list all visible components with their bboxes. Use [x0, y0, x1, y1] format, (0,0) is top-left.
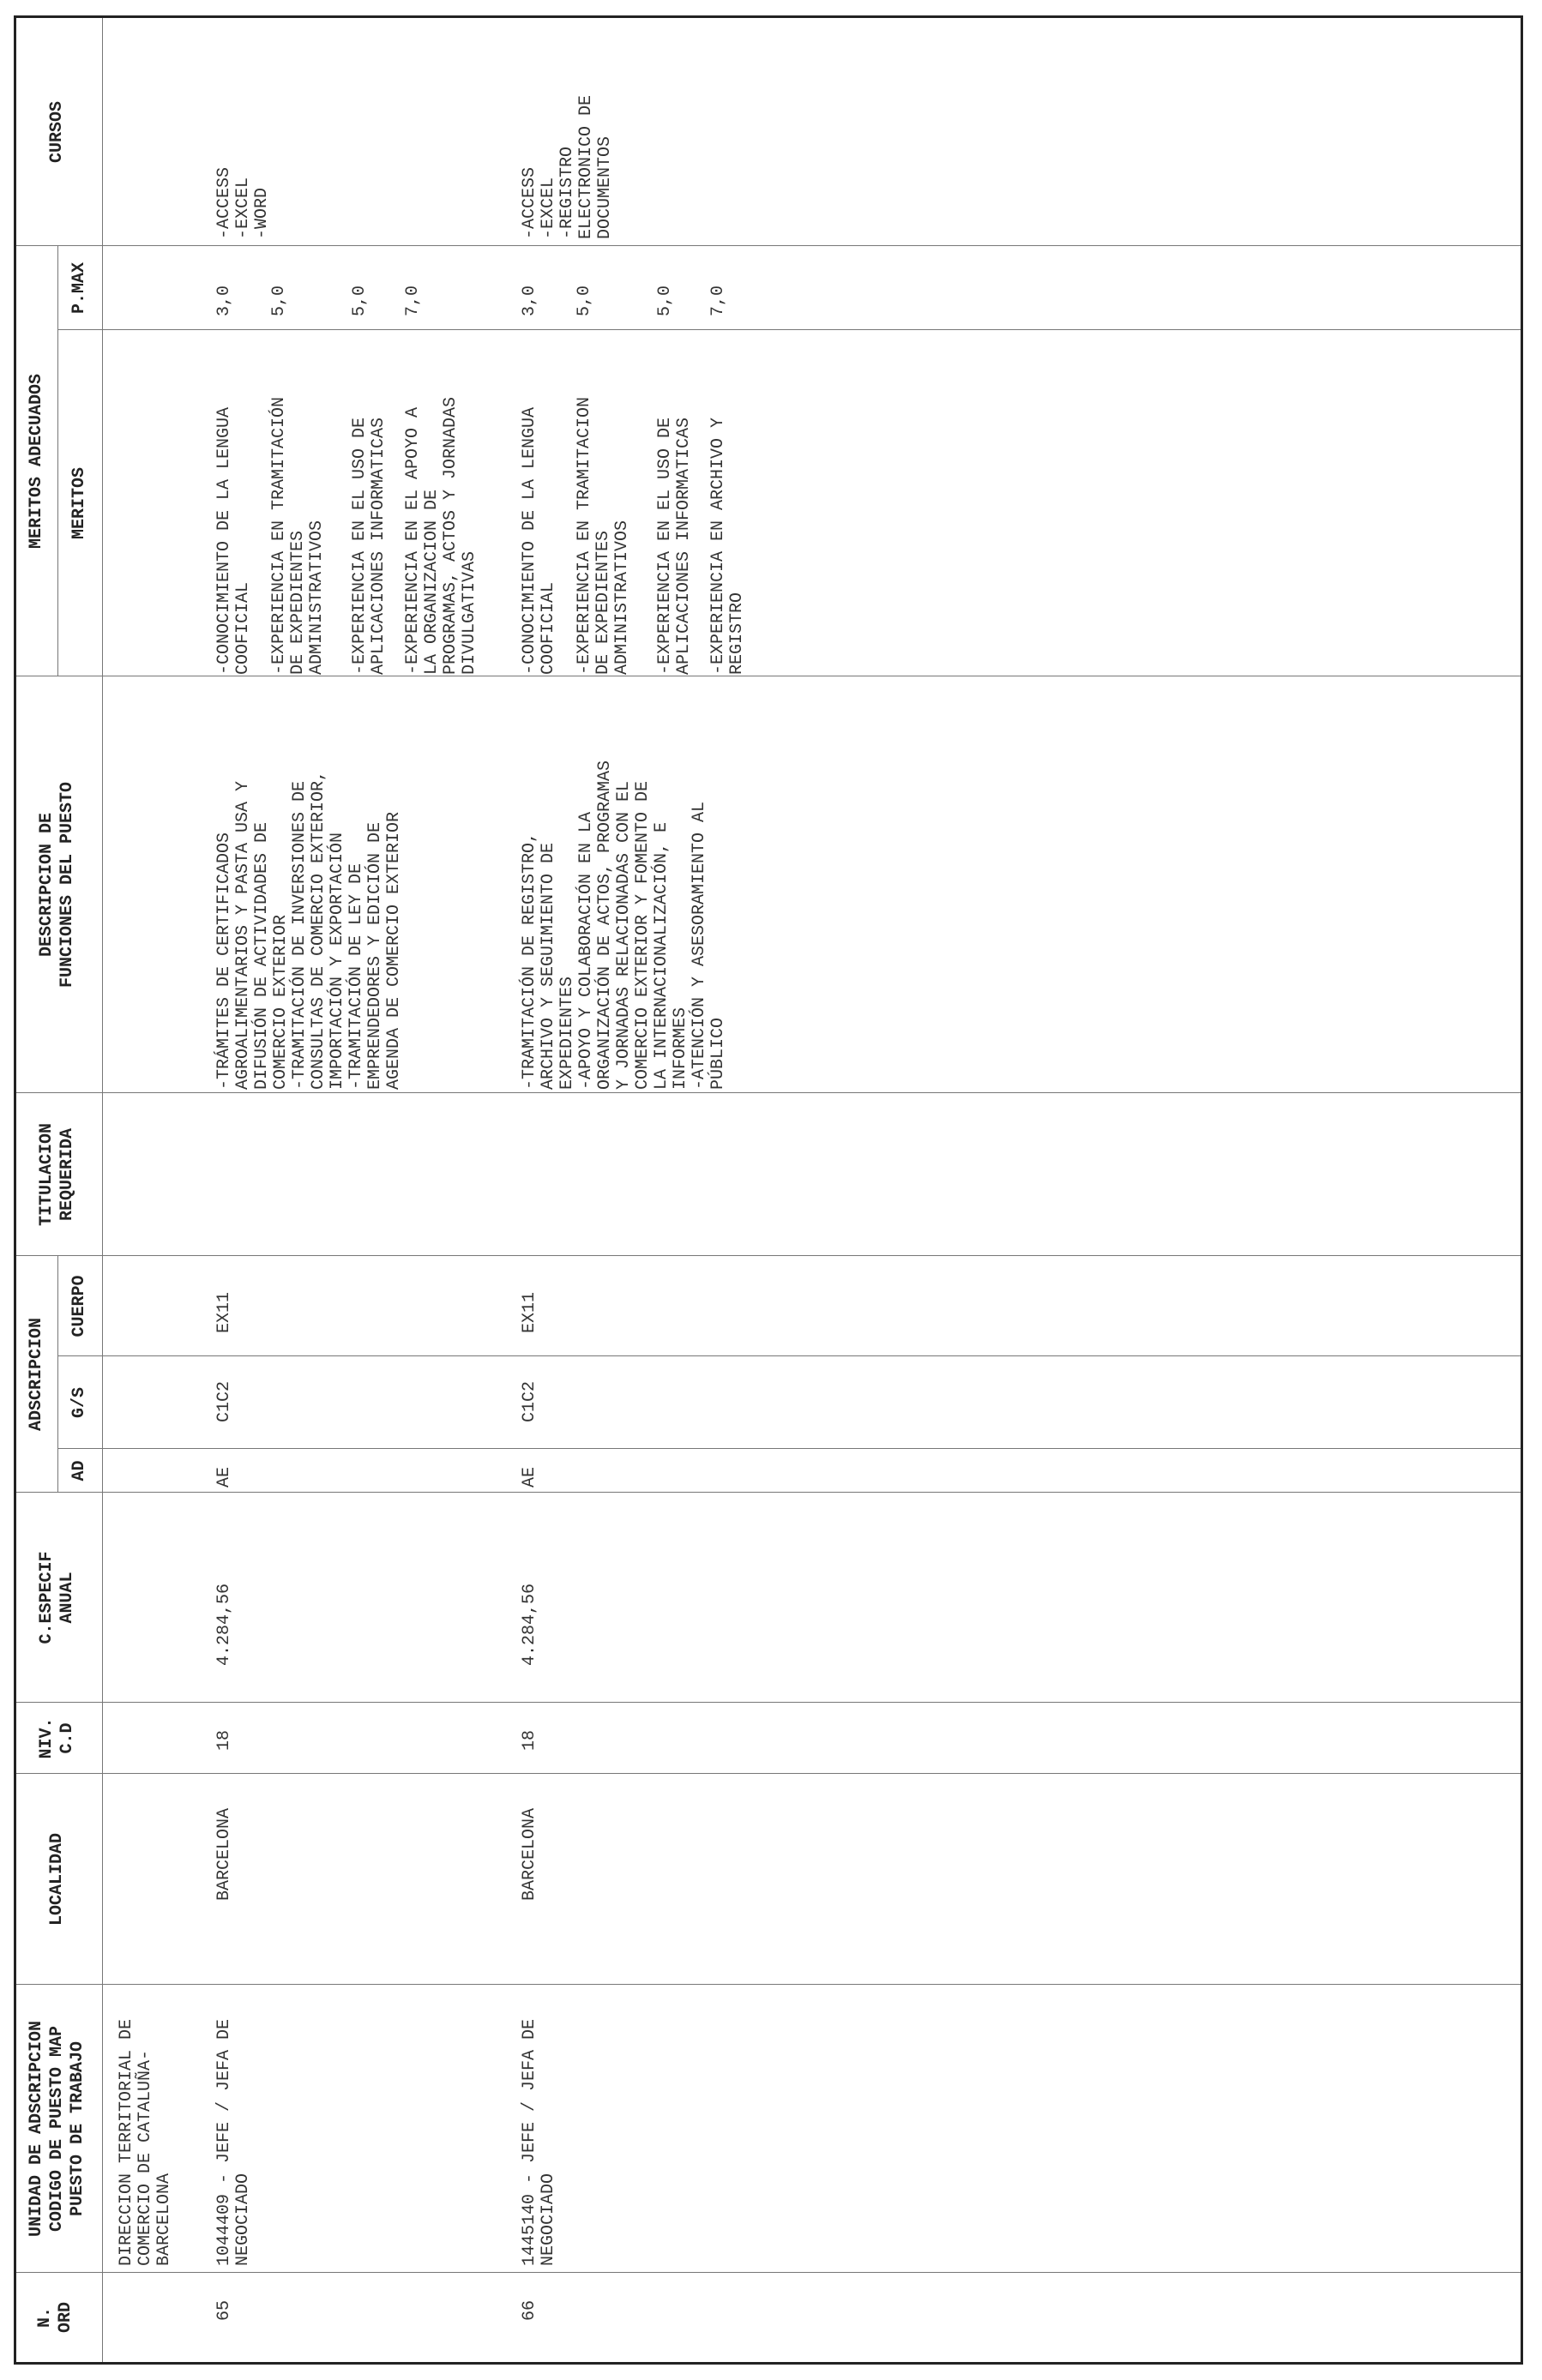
header-niv: NIV. C.D — [37, 1717, 77, 1759]
puntuacion-max: 5,0 — [655, 285, 675, 316]
rpt-table — [14, 15, 1523, 2365]
header-cursos: CURSOS — [47, 101, 67, 164]
descripcion-funciones: -TRÁMITES DE CERTIFICADOS AGROALIMENTARIOS Y PASTA USA Y DIFUSIÓN DE ACTIVIDADES DE COMERCIO EXTERIOR -TRAMITACIÓN DE INVERSIONES DE CONSULTAS DE COMERCIO EXTERIOR, IMPORTACIÓN Y EXPORTACIÓN -TRAMITACIÓN DE LEY DE EMPRENDEDORES Y EDICIÓN DE AGENDA DE COMERCIO EXTERIOR — [214, 770, 404, 1090]
merito: -EXPERIENCIA EN EL USO DE APLICACIONES INFORMATICAS — [350, 417, 389, 675]
puntuacion-max: 3,0 — [214, 285, 234, 316]
puesto-code: 1044409 - JEFE / JEFA DE NEGOCIADO — [214, 2018, 253, 2266]
adscripcion-gs: C1C2 — [214, 1380, 234, 1422]
puntuacion-max: 5,0 — [575, 285, 594, 316]
header-ad: AD — [69, 1460, 89, 1481]
puntuacion-max: 3,0 — [520, 285, 539, 316]
header-adscripcion: ADSCRIPCION — [27, 1317, 46, 1432]
merito: -EXPERIENCIA EN ARCHIVO Y REGISTRO — [708, 417, 747, 675]
localidad: BARCELONA — [520, 1807, 539, 1901]
header-gs: G/S — [69, 1387, 89, 1419]
unidad-heading: DIRECCION TERRITORIAL DE COMERCIO DE CATALUÑA- BARCELONA — [117, 2018, 174, 2266]
header-n-ord: N. ORD — [35, 2302, 75, 2334]
cursos: -ACCESS -EXCEL -WORD — [214, 166, 272, 239]
merito: -CONOCIMIENTO DE LA LENGUA COOFICIAL — [520, 406, 558, 675]
adscripcion-gs: C1C2 — [520, 1380, 539, 1422]
adscripcion-cuerpo: EX11 — [520, 1291, 539, 1333]
adscripcion-ad: AE — [520, 1466, 539, 1488]
merito: -EXPERIENCIA EN EL USO DE APLICACIONES INFORMATICAS — [655, 417, 694, 675]
header-pmax: P.MAX — [69, 262, 89, 315]
header-meritos-adecuados: MERITOS ADECUADOS — [27, 373, 46, 550]
header-descripcion: DESCRIPCION DE FUNCIONES DEL PUESTO — [37, 781, 77, 989]
header-unidad: UNIDAD DE ADSCRIPCION CODIGO DE PUESTO MAP PUESTO DE TRABAJO — [27, 2020, 87, 2238]
header-cuerpo: CUERPO — [69, 1275, 89, 1337]
descripcion-funciones: -TRAMITACIÓN DE REGISTRO, ARCHIVO Y SEGUIMIENTO DE EXPEDIENTES -APOYO Y COLABORACIÓN EN LA ORGANIZACIÓN DE ACTOS, PROGRAMAS Y JORNADAS RELACIONADAS CON EL COMERCIO EXTERIOR Y FOMENTO DE LA INTERNACIONALIZACIÓN, E INFORMES -ATENCIÓN Y ASESORAMIENTO AL PÚBLICO — [520, 760, 728, 1090]
merito: -EXPERIENCIA EN TRAMITACION DE EXPEDIENTES ADMINISTRATIVOS — [575, 396, 632, 675]
nivel-cd: 18 — [520, 1729, 539, 1751]
adscripcion-cuerpo: EX11 — [214, 1291, 234, 1333]
adscripcion-ad: AE — [214, 1466, 234, 1488]
row-number: 66 — [520, 2299, 539, 2321]
puntuacion-max: 5,0 — [269, 285, 289, 316]
complemento-especifico: 4.284,56 — [214, 1583, 234, 1666]
header-cespecif: C.ESPECIF ANUAL — [37, 1551, 77, 1644]
merito: -CONOCIMIENTO DE LA LENGUA COOFICIAL — [214, 406, 253, 675]
puntuacion-max: 7,0 — [708, 285, 728, 316]
localidad: BARCELONA — [214, 1807, 234, 1901]
row-number: 65 — [214, 2299, 234, 2321]
complemento-especifico: 4.284,56 — [520, 1583, 539, 1666]
merito: -EXPERIENCIA EN EL APOYO A LA ORGANIZACION DE PROGRAMAS, ACTOS Y JORNADAS DIVULGATIVAS — [403, 396, 479, 675]
header-meritos: MERITOS — [69, 467, 89, 540]
merito: -EXPERIENCIA EN TRAMITACIÓN DE EXPEDIENTES ADMINISTRATIVOS — [269, 396, 327, 675]
puntuacion-max: 5,0 — [350, 285, 370, 316]
puntuacion-max: 7,0 — [403, 285, 423, 316]
nivel-cd: 18 — [214, 1729, 234, 1751]
header-titulacion: TITULACION REQUERIDA — [37, 1122, 77, 1227]
puesto-code: 1445140 - JEFE / JEFA DE NEGOCIADO — [520, 2018, 558, 2266]
header-localidad: LOCALIDAD — [47, 1832, 67, 1926]
cursos: -ACCESS -EXCEL -REGISTRO ELECTRONICO DE DOCUMENTOS — [520, 94, 615, 239]
